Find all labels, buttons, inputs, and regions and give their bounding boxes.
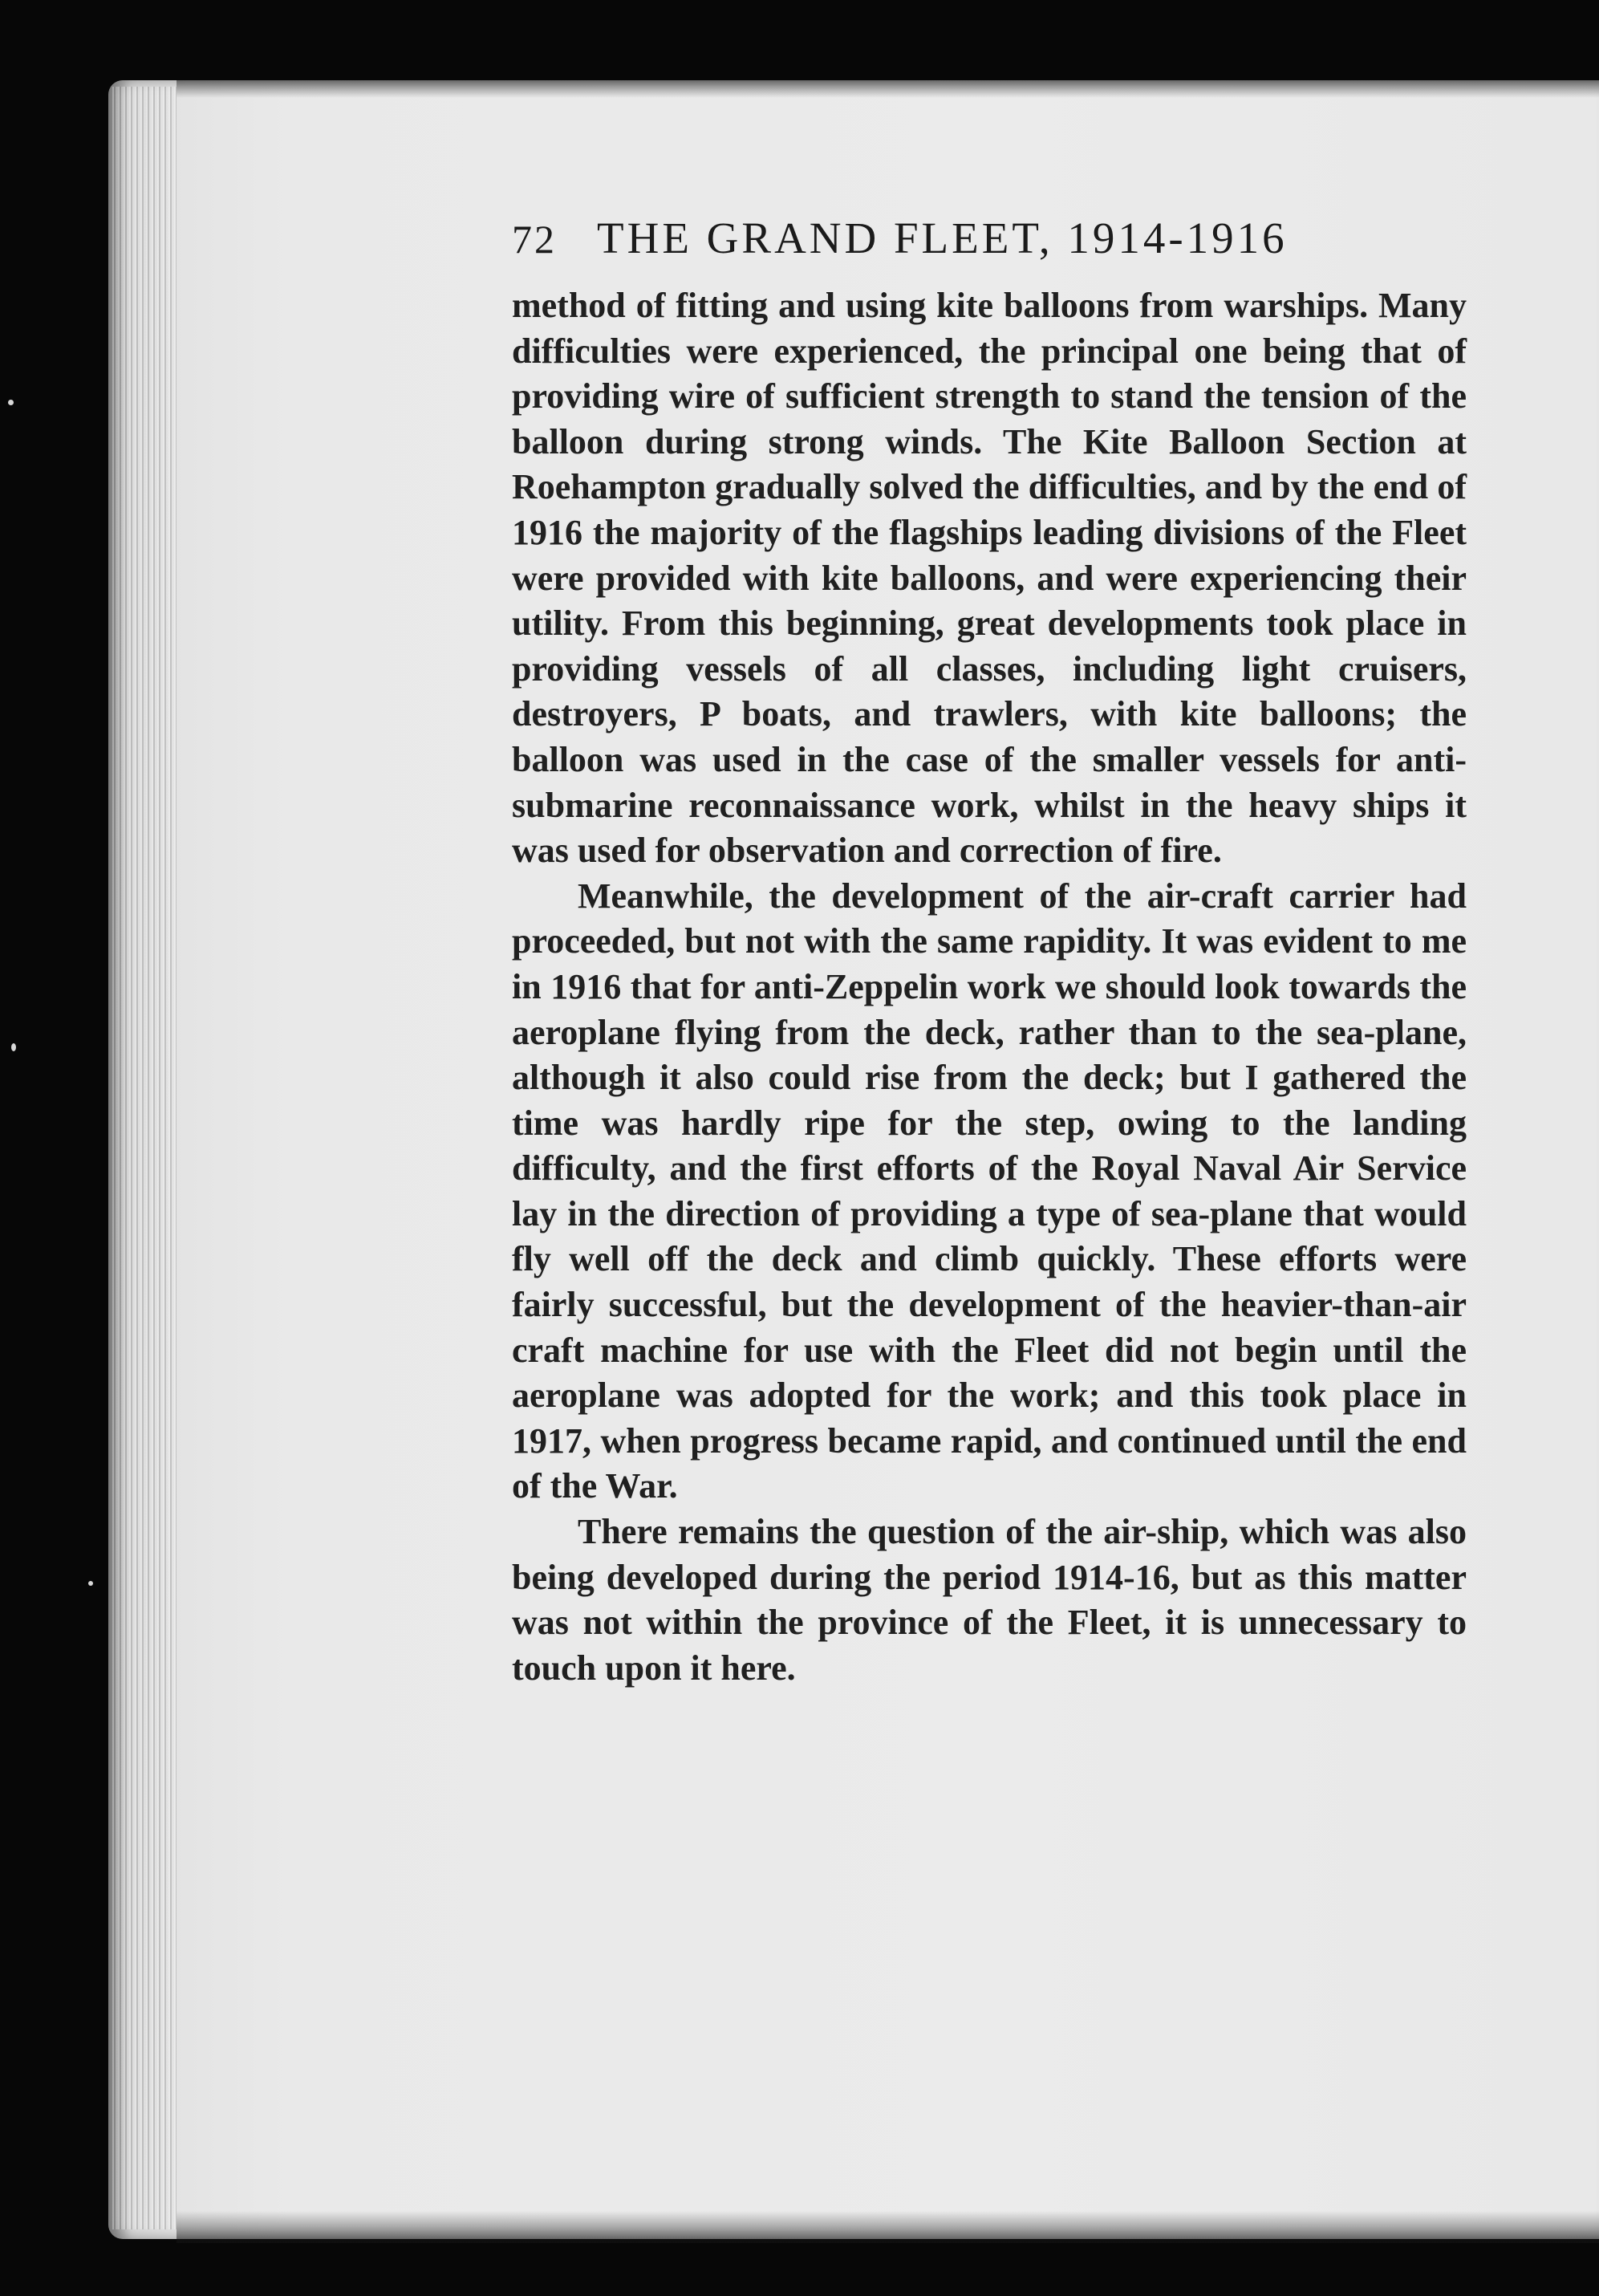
running-title: THE GRAND FLEET, 1914-1916 <box>597 213 1288 262</box>
page-text <box>512 213 1467 1691</box>
paragraph-1: method of fitting and using kite balloons from warships. Many difficulties were experienced, the principal one being that of providing wire of sufficient strength to stand the tension of the balloon during strong winds. The Kite Balloon Section at Roehampton gradually solved the difficulties, and by the end of 1916 the majority of the flagships leading divisions of the Fleet were provided with kite balloons, and were experiencing their utility. From this beginning, great developments took place in providing vessels of all classes, including light cruisers, destroyers, P boats, and trawlers, with kite balloons; the balloon was used in the case of the smaller vessels for anti-submarine reconnaissance work, whilst in the heavy ships it was used for observation and correction of fire. <box>512 286 1467 871</box>
running-head <box>512 213 1467 277</box>
paragraph-3: There remains the question of the air-ship, which was also being developed during the period 1914-16, but as this matter was not within the province of the Fleet, it is unnecessary to touch upon it here. <box>512 1512 1467 1688</box>
top-shadow <box>177 80 1599 98</box>
scan-speck <box>11 1043 16 1051</box>
page-number: 72 <box>512 217 557 262</box>
scan-speck <box>8 400 14 405</box>
scan-speck <box>88 1581 93 1586</box>
bottom-shadow <box>177 2211 1599 2243</box>
paragraph-2: Meanwhile, the development of the air-craft carrier had proceeded, but not with the same rapidity. It was evident to me in 1916 that for anti-Zeppelin work we should look towards the aeroplane flying from the deck, rather than to the sea-plane, although it also could rise from the deck; but I gathered the time was hardly ripe for the step, owing to the landing difficulty, and the first efforts of the Royal Naval Air Service lay in the direction of providing a type of sea-plane that would fly well off the deck and climb quickly. These efforts were fairly successful, but the development of the heavier-than-air craft machine for use with the Fleet did not begin until the aeroplane was adopted for the work; and this took place in 1917, when progress became rapid, and continued until the end of the War. <box>512 876 1467 1506</box>
page-edges <box>112 87 177 2229</box>
